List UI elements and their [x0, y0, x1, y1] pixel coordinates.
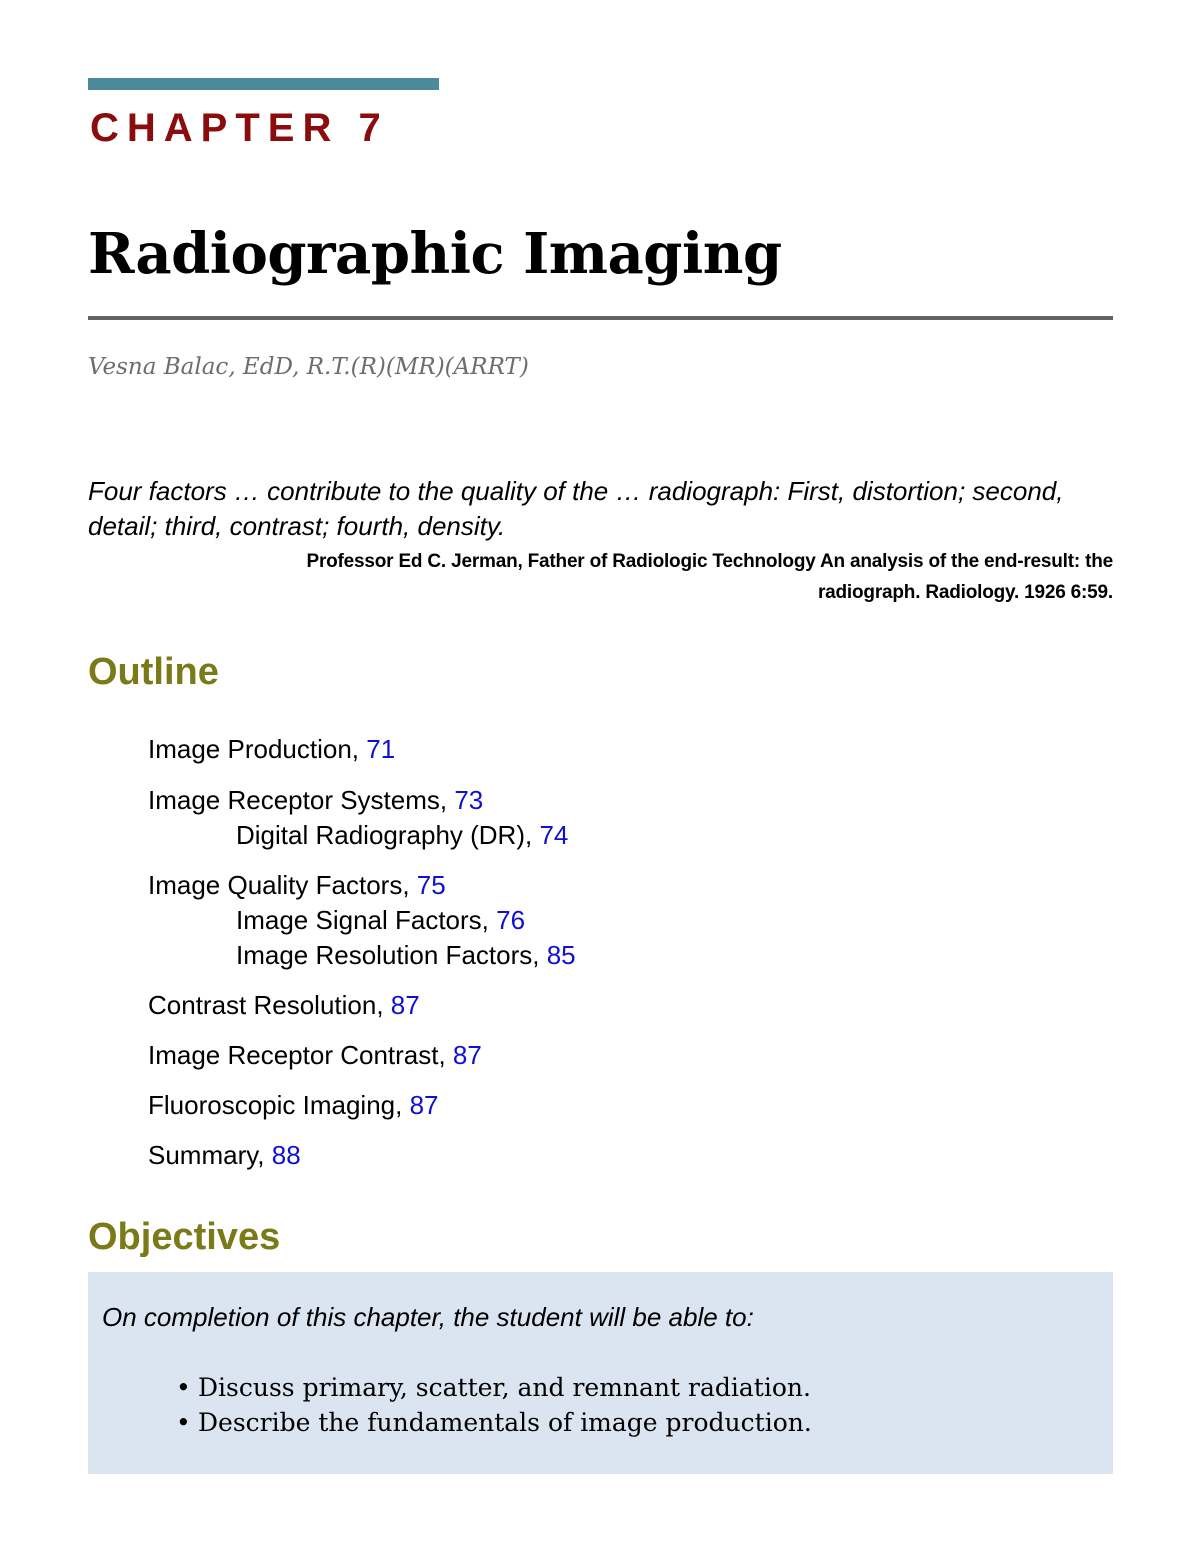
outline-item-label: Image Signal Factors,: [236, 905, 497, 935]
outline-item-label: Fluoroscopic Imaging,: [148, 1090, 410, 1120]
outline-subitem[interactable]: [236, 818, 568, 852]
outline-page-link[interactable]: 75: [416, 870, 446, 900]
bullet-icon: •: [176, 1373, 191, 1402]
outline-item-label: Image Resolution Factors,: [236, 940, 547, 970]
objectives-heading: Objectives: [88, 1216, 281, 1258]
outline-item-label: Image Production,: [148, 734, 367, 764]
top-accent-rule: [88, 78, 439, 90]
epigraph-attribution: [88, 546, 1113, 608]
objectives-box: [88, 1272, 1113, 1474]
outline-item-label: Digital Radiography (DR),: [236, 820, 540, 850]
outline-item-label: Image Receptor Systems,: [148, 785, 455, 815]
objective-text: Describe the fundamentals of image production.: [198, 1408, 812, 1437]
attribution-line-1: Professor Ed C. Jerman, Father of Radiologic Technology An analysis of the end-result: the: [306, 551, 1113, 572]
outline-page-link[interactable]: 71: [366, 734, 396, 764]
outline-page-link[interactable]: 87: [409, 1090, 439, 1120]
objectives-list: [176, 1370, 812, 1440]
objective-text: Discuss primary, scatter, and remnant radiation.: [198, 1373, 811, 1402]
outline-item[interactable]: [148, 732, 395, 766]
author-byline: Vesna Balac, EdD, R.T.(R)(MR)(ARRT): [88, 354, 529, 380]
outline-item[interactable]: [148, 988, 420, 1022]
title-divider: [88, 316, 1113, 320]
outline-item[interactable]: [148, 1138, 301, 1172]
outline-item[interactable]: [148, 1038, 482, 1072]
outline-page-link[interactable]: 87: [390, 990, 420, 1020]
outline-page-link[interactable]: 74: [539, 820, 569, 850]
outline-item-label: Summary,: [148, 1140, 272, 1170]
objective-item: [176, 1405, 812, 1440]
objective-item: [176, 1370, 812, 1405]
outline-page-link[interactable]: 76: [496, 905, 526, 935]
attribution-line-2: radiograph. Radiology. 1926 6:59.: [817, 582, 1113, 603]
objectives-intro: On completion of this chapter, the student will be able to:: [102, 1302, 754, 1332]
outline-page-link[interactable]: 73: [454, 785, 484, 815]
outline-item-label: Image Quality Factors,: [148, 870, 417, 900]
chapter-title: Radiographic Imaging: [88, 221, 782, 287]
outline-page-link[interactable]: 87: [452, 1040, 482, 1070]
outline-item[interactable]: [148, 783, 483, 817]
outline-heading: Outline: [88, 651, 219, 693]
outline-page-link[interactable]: 85: [546, 940, 576, 970]
outline-subitem[interactable]: [236, 903, 525, 937]
outline-item-label: Image Receptor Contrast,: [148, 1040, 453, 1070]
outline-item-label: Contrast Resolution,: [148, 990, 391, 1020]
outline-item[interactable]: [148, 1088, 438, 1122]
outline-item[interactable]: [148, 868, 446, 902]
outline-subitem[interactable]: [236, 938, 576, 972]
bullet-icon: •: [176, 1408, 191, 1437]
outline-page-link[interactable]: 88: [271, 1140, 301, 1170]
chapter-label: CHAPTER 7: [90, 106, 389, 150]
epigraph-quote: Four factors … contribute to the quality of the … radiograph: First, distortion; second, detail; third, contrast; fourth, density.: [88, 476, 1064, 541]
